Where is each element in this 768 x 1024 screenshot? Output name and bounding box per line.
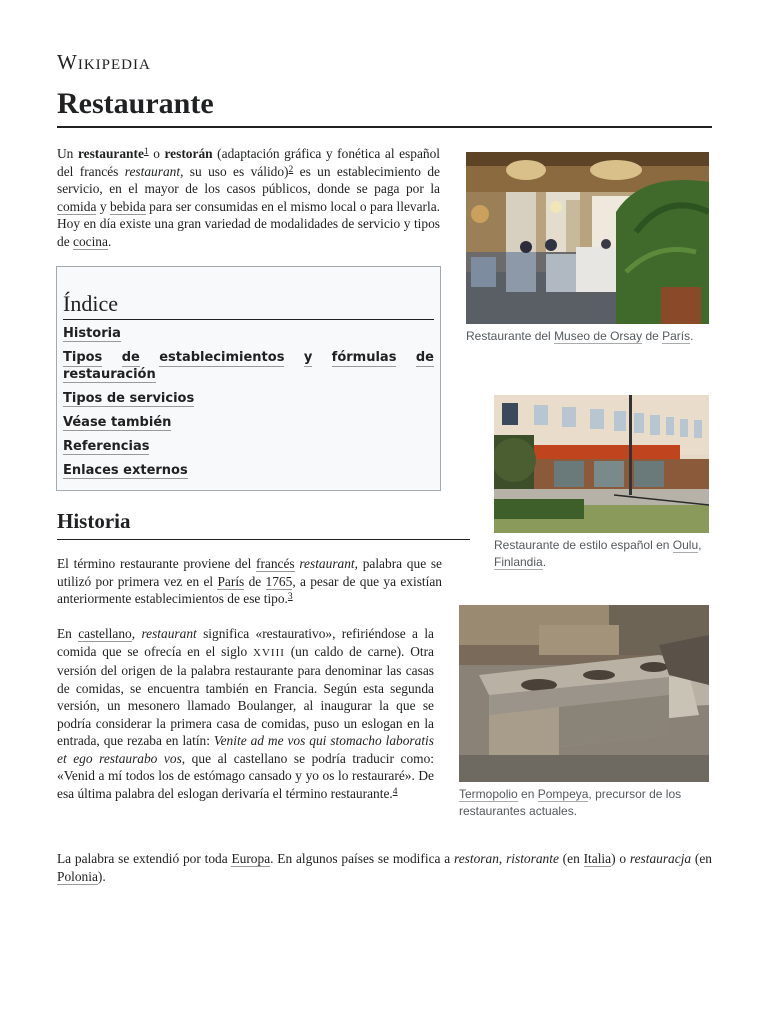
link-comida[interactable]: comida xyxy=(57,198,97,214)
link-finlandia[interactable]: Finlandia xyxy=(494,555,543,569)
table-of-contents xyxy=(56,266,441,491)
toc-item-referencias: Referencias xyxy=(63,439,150,454)
link-oulu[interactable]: Oulu xyxy=(672,538,699,552)
intro-paragraph: Un restaurante$^1$ o restorán (adaptación gráfica y fonética al español del francés restaurant, su uso es válido)$^2$ es un establecimiento de servicio, en el mayor de los casos públicos, donde se paga por la comida y bebida para ser consumidas en el mismo local o para llevarla. Hoy en día existe una gran variedad de modalidades de servicio y tipos de cocina. xyxy=(57,146,441,249)
link-1765[interactable]: 1765 xyxy=(265,573,293,589)
ref-4: 4 xyxy=(392,786,398,797)
ref-3: 3 xyxy=(287,592,293,602)
link-europa[interactable]: Europa xyxy=(231,851,271,866)
link-paris[interactable]: París xyxy=(217,573,245,589)
link-termopolio[interactable]: Termopolio xyxy=(459,787,518,801)
toc-item-tipos-servicios: Tipos de servicios xyxy=(63,391,195,406)
historia-paragraph-3: La palabra se extendió por toda Europa. En algunos países se modifica a restoran, ristorante (en Italia) o restauracja (en Polonia). xyxy=(57,851,713,884)
wikipedia-logo[interactable]: Wikipedia xyxy=(57,50,151,74)
ref-1: 1 xyxy=(143,147,149,157)
termopolio-image[interactable] xyxy=(459,605,709,782)
link-museo-orsay[interactable]: Museo de Orsay xyxy=(554,329,643,343)
link-bebida[interactable]: bebida xyxy=(110,198,146,214)
title-divider xyxy=(57,126,712,128)
toc-item-enlaces-externos: Enlaces externos xyxy=(63,463,188,478)
link-polonia[interactable]: Polonia xyxy=(57,868,98,884)
figure-caption: Restaurante de estilo español en Oulu, Finlandia. xyxy=(494,538,702,569)
figure-orsay xyxy=(466,152,709,345)
toc-item-tipos-establecimientos: Tipos de establecimientos y fórmulas de restauración xyxy=(63,350,434,382)
section-divider xyxy=(57,539,470,540)
link-italia[interactable]: Italia xyxy=(583,851,612,866)
link-pompeya[interactable]: Pompeya xyxy=(537,787,589,801)
historia-paragraph-1: El término restaurante proviene del francés restaurant, palabra que se utilizó por primera vez en el París de 1765, a pesar de que ya existían anteriormente establecimientos de ese tipo.$^3$ xyxy=(57,556,442,606)
figure-oulu xyxy=(494,395,709,571)
figure-termopolio xyxy=(459,605,709,820)
term-restoran: restorán xyxy=(164,146,213,161)
link-paris-caption[interactable]: París xyxy=(662,329,691,343)
toc-item-historia: Historia xyxy=(63,326,121,341)
link-frances[interactable]: francés xyxy=(255,556,295,571)
link-castellano[interactable]: castellano xyxy=(78,626,132,641)
toc-item-vease-tambien: Véase también xyxy=(63,415,172,430)
figure-caption: Termopolio en Pompeya, precursor de los restaurantes actuales. xyxy=(459,787,682,818)
link-cocina[interactable]: cocina xyxy=(73,233,108,249)
figure-caption: Restaurante del Museo de Orsay de París. xyxy=(466,329,694,343)
page-title: Restaurante xyxy=(57,87,214,120)
oulu-restaurant-image[interactable] xyxy=(494,395,709,533)
section-heading-historia: Historia xyxy=(57,509,131,533)
historia-paragraph-2: En castellano, restaurant significa «restaurativo», refiriéndose a la comida que se ofrecía en el siglo XVIII (un caldo de carne). Otra versión del origen de la palabra restaurante para denominar las casas de comidas, se encuentra también en Francia. Según esta segunda versión, un mesonero llamado Boulanger, al inaugurar la que se podría considerar la primera casa de comidas, puso un eslogan en la entrada, que rezaba en latín: Venite ad me vos qui stomacho laboratis et ego restaurabo vos, que al castellano se podría traducir como: «Venid a mí todos los de estómago cansado y yo os lo restauraré». De esa última palabra del eslogan derivaría el término restaurante.$^4$ xyxy=(57,626,434,801)
ref-2: 2 xyxy=(288,164,294,175)
toc-title: Índice xyxy=(63,291,434,320)
orsay-restaurant-image[interactable] xyxy=(466,152,709,324)
term-restaurante: restaurante xyxy=(77,146,144,161)
